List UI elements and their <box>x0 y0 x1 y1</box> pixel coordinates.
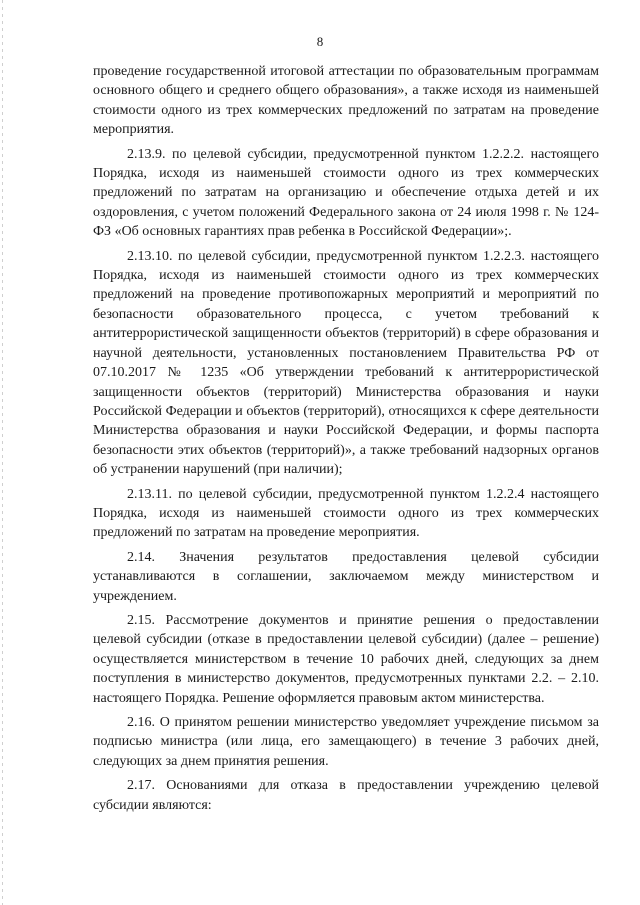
paragraph-2-13-10: 2.13.10. по целевой субсидии, предусмотренной пунктом 1.2.2.3. настоящего Порядка, исходя из наименьшей стоимости одного из трех коммерческих предложений на проведение противопожарных мероприятий и мероприятий по безопасности образовательного процесса, с учетом требований к антитеррористической защищенности объектов (территорий) в сфере образования и научной деятельности, установленных постановлением Правительства РФ от 07.10.2017 № 1235 «Об утверждении требований к антитеррористической защищенности объектов (территорий) Министерства образования и науки Российской Федерации и объектов (территорий), относящихся к сфере деятельности Министерства образования и науки Российской Федерации, и формы паспорта безопасности этих объектов (территорий)», а также требований надзорных органов об устранении нарушений (при наличии); <box>93 248 599 478</box>
paragraph-2-16: 2.16. О принятом решении министерство уведомляет учреждение письмом за подписью министра (или лица, его замещающего) в течение 3 рабочих дней, следующих за днем принятия решения. <box>93 715 599 769</box>
paragraph-2-17: 2.17. Основаниями для отказа в предоставлении учреждению целевой субсидии являются: <box>93 778 599 813</box>
page-number: 8 <box>316 34 324 49</box>
document-body <box>93 62 599 820</box>
paragraph-attestation-continuation: проведение государственной итоговой аттестации по образовательным программам основного общего и среднего общего образования», а также исходя из наименьшей стоимости одного из трех коммерческих предложений по затратам на проведение мероприятия. <box>93 64 599 138</box>
paragraph-2-15: 2.15. Рассмотрение документов и принятие решения о предоставлении целевой субсидии (отказе в предоставлении целевой субсидии) (далее – решение) осуществляется министерством в течение 10 рабочих дней, следующих за днем поступления в министерство документов, предусмотренных пунктами 2.2. – 2.10. настоящего Порядка. Решение оформляется правовым актом министерства. <box>93 612 599 706</box>
paragraph-2-13-11: 2.13.11. по целевой субсидии, предусмотренной пунктом 1.2.2.4 настоящего Порядка, исходя из наименьшей стоимости одного из трех коммерческих предложений по затратам на проведение мероприятия. <box>93 486 599 541</box>
paragraph-2-14: 2.14. Значения результатов предоставления целевой субсидии устанавливаются в соглашении, заключаемом между министерством и учреждением. <box>93 549 599 604</box>
paragraph-2-13-9: 2.13.9. по целевой субсидии, предусмотренной пунктом 1.2.2.2. настоящего Порядка, исходя из наименьшей стоимости одного из трех коммерческих предложений по затратам на организацию и обеспечение отдыха детей и их оздоровления, с учетом положений Федерального закона от 24 июля 1998 г. № 124-ФЗ «Об основных гарантиях прав ребенка в Российской Федерации»;. <box>93 146 599 240</box>
scan-edge-artifact <box>2 0 3 905</box>
